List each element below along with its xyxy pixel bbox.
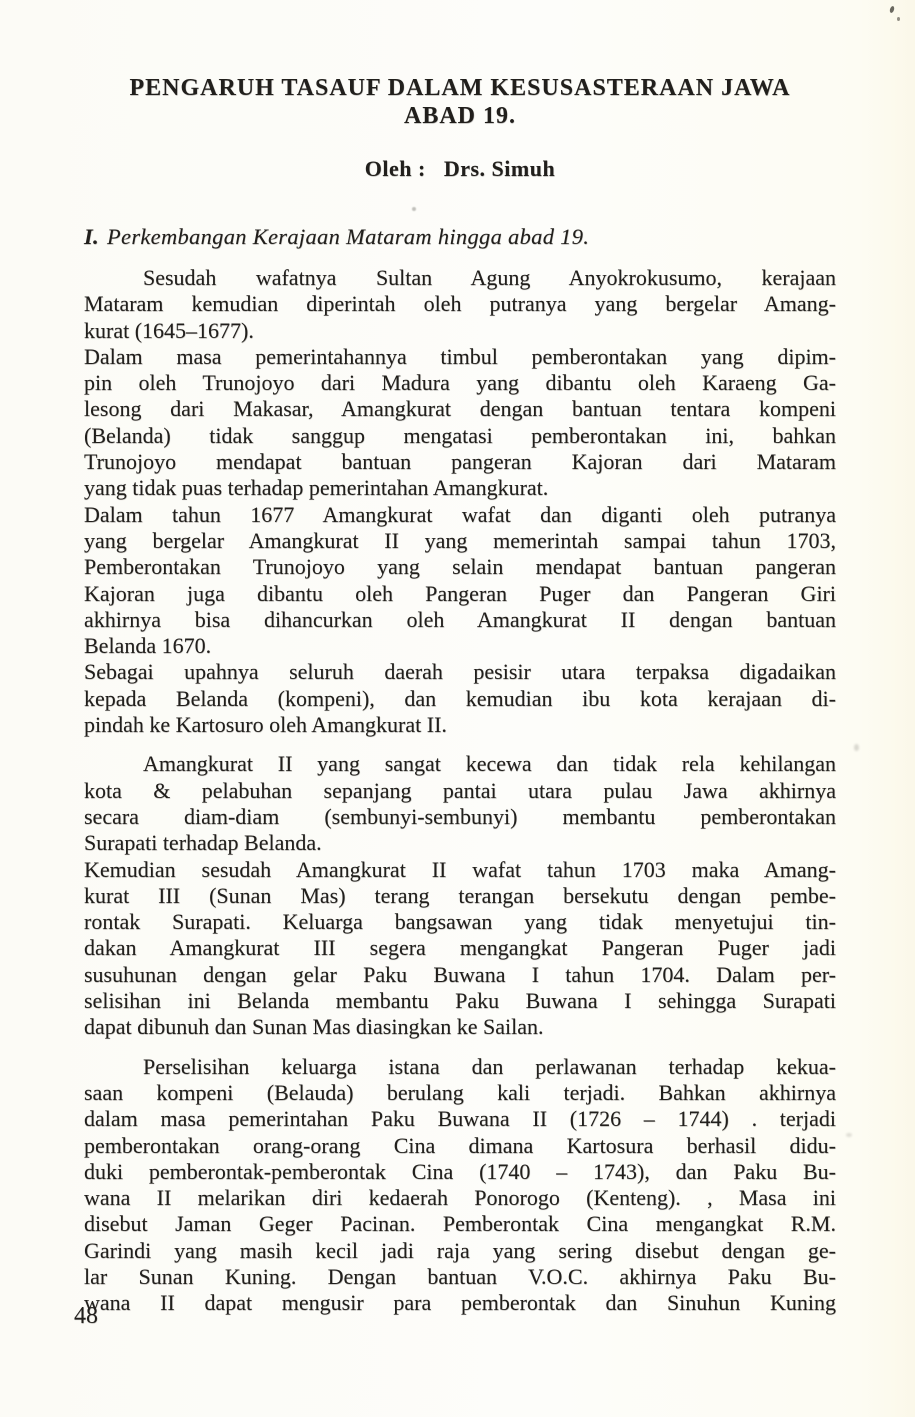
text-line: dakan Amangkurat III segera mengangkat Pangeran Puger jadi — [84, 935, 836, 961]
text-line: lesong dari Makasar, Amangkurat dengan bantuan tentara kompeni — [84, 396, 836, 422]
paragraph — [84, 265, 836, 344]
paragraph — [84, 502, 836, 660]
byline: Oleh : Drs. Simuh — [364, 156, 556, 181]
text-line: Belanda 1670. — [84, 633, 212, 659]
text-line: Surapati terhadap Belanda. — [84, 830, 322, 856]
text-line: Amangkurat II yang sangat kecewa dan tidak rela kehilangan — [143, 751, 836, 777]
paragraph — [84, 659, 836, 738]
text-line: lar Sunan Kuning. Dengan bantuan V.O.C. akhirnya Paku Bu- — [84, 1263, 836, 1289]
text-line: Mataram kemudian diperintah oleh putranya yang bergelar Amang- — [84, 291, 836, 317]
text-line: Kemudian sesudah Amangkurat II wafat tahun 1703 maka Amang- — [84, 856, 836, 882]
section-heading — [84, 224, 836, 250]
ink-speck — [889, 6, 895, 14]
paragraph — [84, 1054, 836, 1317]
text-line: Sebagai upahnya seluruh daerah pesisir utara terpaksa digadaikan — [84, 659, 836, 685]
text-line: pindah ke Kartosuro oleh Amangkurat II. — [84, 712, 447, 738]
text-line: pemberontakan orang-orang Cina dimana Kartosura berhasil didu- — [84, 1132, 836, 1158]
text-line: wana II melarikan diri kedaerah Ponorogo (Kenteng). , Masa ini — [84, 1185, 836, 1211]
page-content — [84, 74, 836, 1317]
paragraph — [84, 344, 836, 502]
text-line: Dalam tahun 1677 Amangkurat wafat dan diganti oleh putranya — [84, 501, 836, 527]
paragraph — [84, 857, 836, 1041]
text-line: Perselisihan keluarga istana dan perlawanan terhadap kekua- — [143, 1053, 836, 1079]
text-line: kurat III (Sunan Mas) terang terangan bersekutu dengan pembe- — [84, 882, 836, 908]
text-line: (Belanda) tidak sanggup mengatasi pemberontakan ini, bahkan — [84, 422, 836, 448]
text-line: yang bergelar Amangkurat II yang memerintah sampai tahun 1703, — [84, 527, 836, 553]
text-line: saan kompeni (Belauda) berulang kali terjadi. Bahkan akhirnya — [84, 1079, 836, 1105]
text-line: rontak Surapati. Keluarga bangsawan yang tidak menyetujui tin- — [84, 909, 836, 935]
text-line: kota & pelabuhan sepanjang pantai utara pulau Jawa akhirnya — [84, 777, 836, 803]
text-line: Garindi yang masih kecil jadi raja yang sering disebut dengan ge- — [84, 1237, 836, 1263]
paragraph — [84, 751, 836, 856]
ink-speck — [846, 1133, 852, 1137]
text-line: Pemberontakan Trunojoyo yang selain mendapat bantuan pangeran — [84, 554, 836, 580]
text-line: Dalam masa pemerintahannya timbul pemberontakan yang dipim- — [84, 343, 836, 369]
text-line: dalam masa pemerintahan Paku Buwana II (1726 – 1744) . terjadi — [84, 1106, 836, 1132]
text-line: susuhunan dengan gelar Paku Buwana I tahun 1704. Dalam per- — [84, 961, 836, 987]
section-numeral: I. — [84, 224, 99, 249]
title-line-1: PENGARUH TASAUF DALAM KESUSASTERAAN JAWA — [129, 75, 791, 101]
text-line: duki pemberontak-pemberontak Cina (1740 – 1743), dan Paku Bu- — [84, 1158, 836, 1184]
text-line: kepada Belanda (kompeni), dan kemudian ibu kota kerajaan di- — [84, 685, 836, 711]
text-line: wana II dapat mengusir para pemberontak dan Sinuhun Kuning — [84, 1290, 836, 1316]
text-line: selisihan ini Belanda membantu Paku Buwana I sehingga Surapati — [84, 988, 836, 1014]
ink-speck — [897, 17, 900, 21]
ink-speck — [854, 744, 859, 751]
document-title — [84, 74, 836, 130]
text-line: yang tidak puas terhadap pemerintahan Amangkurat. — [84, 475, 549, 501]
text-line: akhirnya bisa dihancurkan oleh Amangkurat II dengan bantuan — [84, 606, 836, 632]
text-line: disebut Jaman Geger Pacinan. Pemberontak Cina mengangkat R.M. — [84, 1211, 836, 1237]
section-heading-text: Perkembangan Kerajaan Mataram hingga abad 19. — [106, 224, 590, 249]
page-number: 48 — [74, 1303, 98, 1329]
text-line: Sesudah wafatnya Sultan Agung Anyokrokusumo, kerajaan — [143, 265, 836, 290]
text-line: kurat (1645–1677). — [84, 317, 254, 343]
text-line: Trunojoyo mendapat bantuan pangeran Kajoran dari Mataram — [84, 449, 836, 475]
text-line: secara diam-diam (sembunyi-sembunyi) membantu pemberontakan — [84, 803, 836, 829]
text-line: pin oleh Trunojoyo dari Madura yang dibantu oleh Karaeng Ga- — [84, 370, 836, 396]
title-line-2: ABAD 19. — [403, 103, 516, 129]
body-text — [84, 265, 836, 1317]
text-line: Kajoran juga dibantu oleh Pangeran Puger dan Pangeran Giri — [84, 580, 836, 606]
text-line: dapat dibunuh dan Sunan Mas diasingkan ke Sailan. — [84, 1014, 544, 1040]
